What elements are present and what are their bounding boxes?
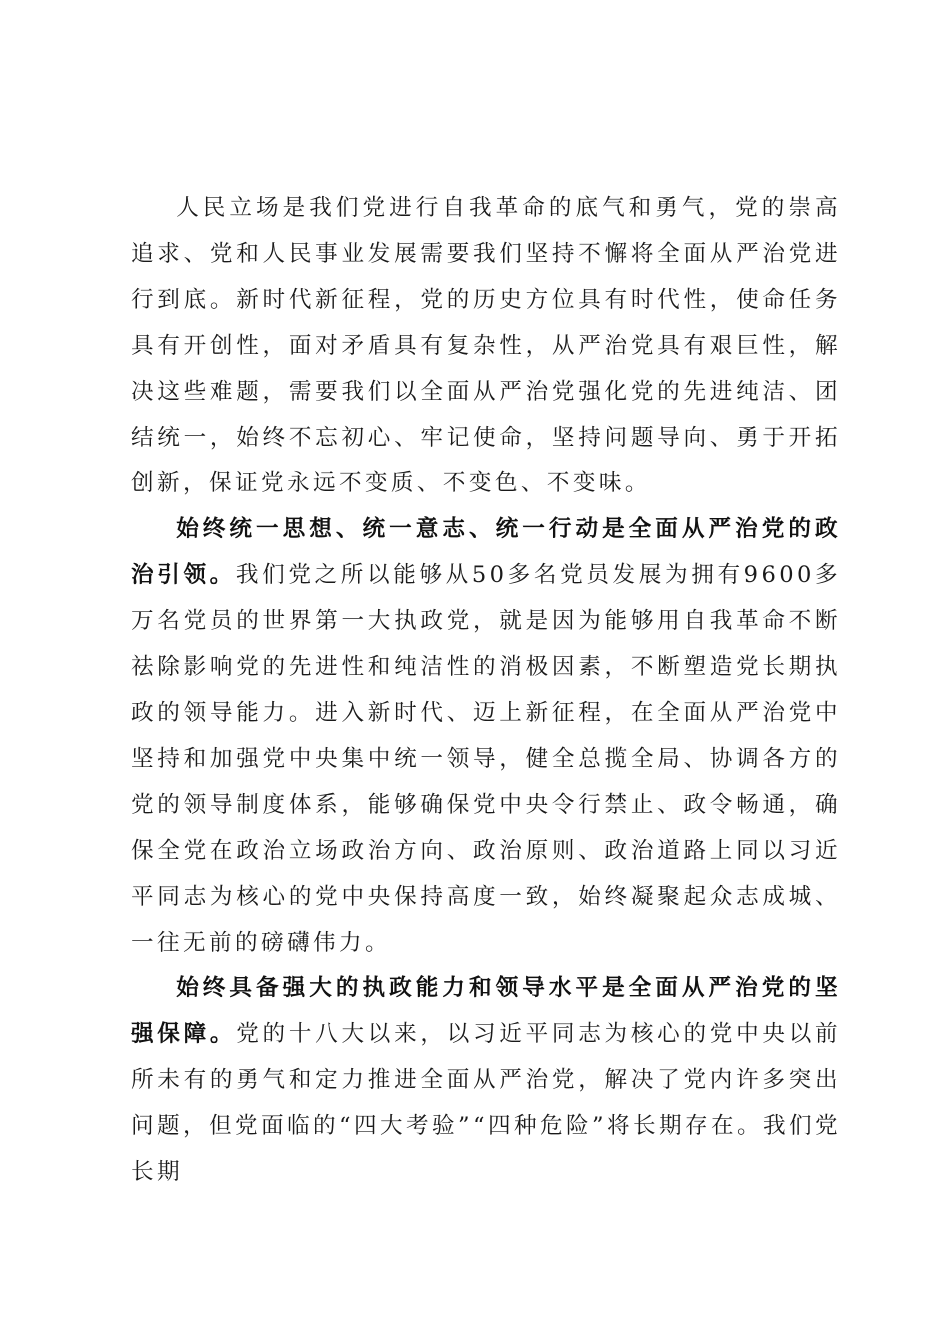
paragraph-text: 党的十八大以来，以习近平同志为核心的党中央以前所未有的勇气和定力推进全面从严治党，解决了党内许多突出问题，但党面临的“四大考验”“四种危险”将长期存在。我们党长期: [131, 1021, 841, 1186]
paragraph-lead-heading: 始终具备强大的执政能力和领导水平是全面从严治党的坚强保障。: [131, 975, 841, 1048]
paragraph-political-guidance: [131, 507, 841, 966]
paragraph-people-stance: [131, 186, 841, 507]
document-body: [131, 186, 841, 1196]
paragraph-text: 人民立场是我们党进行自我革命的底气和勇气，党的崇高追求、党和人民事业发展需要我们坚持不懈将全面从严治党进行到底。新时代新征程，党的历史方位具有时代性，使命任务具有开创性，面对矛盾具有复杂性，从严治党具有艰巨性，解决这些难题，需要我们以全面从严治党强化党的先进纯洁、团结统一，始终不忘初心、牢记使命，坚持问题导向、勇于开拓创新，保证党永远不变质、不变色、不变味。: [131, 195, 841, 497]
paragraph-governing-capacity: [131, 966, 841, 1196]
paragraph-text: 我们党之所以能够从50多名党员发展为拥有9600多万名党员的世界第一大执政党，就是因为能够用自我革命不断祛除影响党的先进性和纯洁性的消极因素，不断塑造党长期执政的领导能力。进入新时代、迈上新征程，在全面从严治党中坚持和加强党中央集中统一领导，健全总揽全局、协调各方的党的领导制度体系，能够确保党中央令行禁止、政令畅通，确保全党在政治立场政治方向、政治原则、政治道路上同以习近平同志为核心的党中央保持高度一致，始终凝聚起众志成城、一往无前的磅礴伟力。: [131, 562, 841, 956]
paragraph-lead-heading: 始终统一思想、统一意志、统一行动是全面从严治党的政治引领。: [131, 516, 841, 589]
